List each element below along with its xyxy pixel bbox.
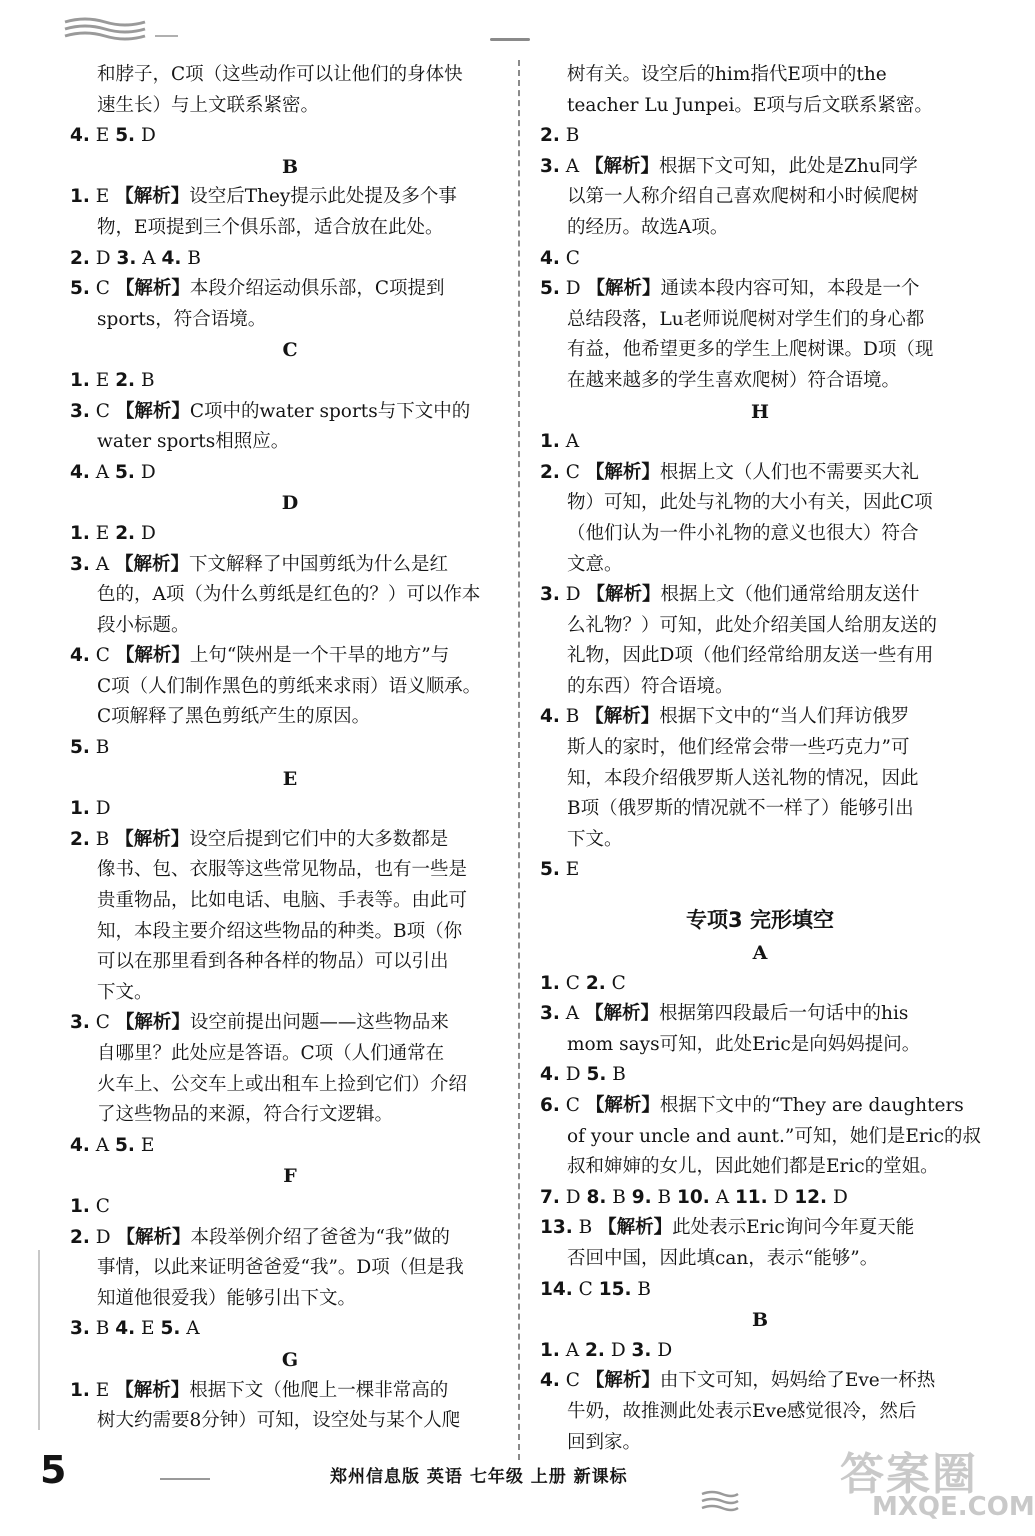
answer-line bbox=[70, 1253, 510, 1284]
footer-text: 郑州信息版 英语 七年级 上册 新课标 bbox=[330, 1467, 628, 1487]
analysis-text: 根据上文（人们也不需要买大礼 bbox=[659, 461, 919, 483]
question-number: 5. bbox=[586, 1064, 607, 1086]
answer-text: 和脖子，C项（这些动作可以让他们的身体快 bbox=[97, 64, 463, 85]
answer-text: A bbox=[559, 431, 580, 453]
watermark-url: MXQE.COM bbox=[872, 1492, 1035, 1522]
answer-line bbox=[70, 213, 510, 244]
answer-line bbox=[70, 1008, 510, 1039]
analysis-tag: 【解析】 bbox=[585, 155, 660, 177]
analysis-tag: 【解析】 bbox=[586, 584, 661, 606]
analysis-tag: 【解析】 bbox=[586, 278, 661, 300]
question-number: 3. bbox=[70, 553, 90, 575]
section-heading: B bbox=[751, 1309, 769, 1332]
answer-line bbox=[540, 999, 980, 1030]
footer-wave-lines bbox=[700, 1488, 740, 1512]
answer-text: B bbox=[606, 1064, 626, 1086]
answer-line bbox=[70, 458, 510, 489]
analysis-tag: 【解析】 bbox=[115, 828, 190, 850]
question-number: 2. bbox=[70, 828, 90, 850]
question-number: 12. bbox=[794, 1186, 828, 1208]
analysis-tag: 【解析】 bbox=[116, 1226, 191, 1248]
answer-text: E bbox=[89, 369, 116, 391]
answer-line bbox=[540, 580, 980, 611]
answer-text: C项（人们制作黑色的剪纸来求雨）语义顺承。 bbox=[97, 675, 482, 697]
answer-text: 物，E项提到三个俱乐部，适合放在此处。 bbox=[97, 216, 444, 238]
answer-text: C bbox=[572, 1278, 599, 1300]
answer-text: sports，符合语境。 bbox=[97, 308, 267, 330]
question-number: 4. bbox=[70, 645, 90, 667]
analysis-tag: 【解析】 bbox=[115, 1012, 190, 1034]
answer-line bbox=[70, 1406, 510, 1437]
topic-title: 专项3 完形填空 bbox=[686, 908, 834, 933]
question-number: 1. bbox=[70, 798, 90, 820]
decorative-wave-lines bbox=[60, 14, 180, 44]
analysis-text: 本段举例介绍了爸爸为“我”做的 bbox=[190, 1226, 450, 1248]
question-number: 4. bbox=[540, 1370, 560, 1392]
answer-line bbox=[540, 91, 980, 122]
answer-text: B bbox=[559, 125, 580, 147]
answer-text: B bbox=[631, 1278, 651, 1300]
analysis-text: 设空后提到它们中的大多数都是 bbox=[189, 828, 449, 850]
answer-text: 在越来越多的学生喜欢爬树）符合语境。 bbox=[567, 369, 901, 391]
question-number: 9. bbox=[631, 1186, 652, 1208]
answer-line bbox=[540, 519, 980, 550]
section-heading: E bbox=[282, 767, 298, 790]
answer-text: mom says可知，此处Eric是向妈妈提问。 bbox=[567, 1033, 921, 1055]
question-number: 2. bbox=[115, 369, 136, 391]
answer-line bbox=[70, 611, 510, 642]
answer-line bbox=[70, 733, 510, 764]
question-number: 6. bbox=[540, 1095, 560, 1116]
answer-line bbox=[70, 1223, 510, 1254]
answer-line bbox=[70, 1314, 510, 1345]
answer-line bbox=[540, 611, 980, 642]
question-number: 5. bbox=[115, 125, 136, 147]
answer-line bbox=[540, 1244, 980, 1275]
answer-text: D bbox=[767, 1186, 795, 1208]
answer-line bbox=[70, 1039, 510, 1070]
answer-text: A bbox=[89, 1134, 116, 1156]
answer-text: A bbox=[559, 155, 586, 177]
answer-text: B bbox=[89, 828, 116, 850]
margin-bracket bbox=[38, 1250, 46, 1430]
answer-text: B bbox=[135, 369, 155, 391]
answer-text: C bbox=[605, 972, 626, 994]
answer-text: D bbox=[827, 1186, 848, 1208]
answer-text: 有益，他希望更多的学生上爬树课。D项（现 bbox=[567, 339, 934, 361]
answer-line bbox=[70, 1131, 510, 1162]
answer-text: 可以在那里看到各种各样的物品）可以引出 bbox=[97, 951, 449, 973]
answer-text: E bbox=[134, 1134, 155, 1156]
answer-text: 色的，A项（为什么剪纸是红色的？）可以作本 bbox=[97, 584, 481, 606]
answer-text: （他们认为一件小礼物的意义也很大）符合 bbox=[567, 522, 919, 544]
answer-line bbox=[540, 550, 980, 581]
answer-line bbox=[540, 855, 980, 886]
footer-rule-left bbox=[160, 1478, 210, 1480]
answer-text: D bbox=[135, 125, 156, 147]
analysis-tag: 【解析】 bbox=[585, 1003, 660, 1025]
answer-line bbox=[540, 152, 980, 183]
answer-line bbox=[540, 825, 980, 856]
answer-text: C bbox=[89, 278, 116, 300]
section-heading: F bbox=[283, 1165, 297, 1188]
answer-text: 树大约需要8分钟）可知，设空处与某个人爬 bbox=[97, 1410, 461, 1432]
answer-text: 树有关。设空后的him指代E项中的the bbox=[567, 64, 887, 85]
answer-text: 总结段落，Lu老师说爬树对学生们的身心都 bbox=[567, 308, 925, 330]
question-number: 1. bbox=[70, 369, 90, 391]
question-number: 5. bbox=[70, 737, 90, 759]
answer-line bbox=[70, 274, 510, 305]
answer-line bbox=[540, 458, 980, 489]
answer-line bbox=[70, 121, 510, 152]
answer-text: B bbox=[606, 1186, 632, 1208]
answer-text: 牛奶，故推测此处表示Eve感觉很冷，然后 bbox=[567, 1400, 917, 1422]
answer-line bbox=[540, 794, 980, 825]
answer-text: E bbox=[89, 1379, 116, 1401]
answer-text: E bbox=[559, 859, 580, 881]
answer-line bbox=[70, 1284, 510, 1315]
analysis-text: 设空前提出问题——这些物品来 bbox=[189, 1012, 449, 1034]
analysis-tag: 【解析】 bbox=[115, 400, 190, 422]
answer-text: C bbox=[559, 1095, 586, 1116]
answer-line bbox=[70, 1192, 510, 1223]
answer-text: A bbox=[559, 1003, 586, 1025]
question-number: 3. bbox=[631, 1339, 652, 1361]
answer-text: 事情，以此来证明爸爸爱“我”。D项（但是我 bbox=[97, 1257, 464, 1279]
answer-text: C bbox=[559, 247, 580, 269]
question-number: 1. bbox=[70, 1195, 90, 1217]
answer-text: D bbox=[559, 584, 587, 606]
answer-line bbox=[70, 427, 510, 458]
answer-text: 以第一人称介绍自己喜欢爬树和小时候爬树 bbox=[567, 186, 919, 208]
answer-text: 么礼物？）可知，此处介绍美国人给朋友送的 bbox=[567, 614, 938, 636]
question-number: 5. bbox=[115, 1134, 135, 1156]
answer-line bbox=[70, 825, 510, 856]
question-number: 3. bbox=[70, 1318, 90, 1340]
answer-text: A bbox=[136, 247, 162, 269]
analysis-text: 根据下文中的“当人们拜访俄罗 bbox=[659, 706, 910, 728]
question-number: 4. bbox=[70, 461, 90, 483]
analysis-text: 由下文可知，妈妈给了Eve一杯热 bbox=[659, 1370, 936, 1392]
analysis-text: 此处表示Eric询问今年夏天能 bbox=[672, 1217, 915, 1239]
answer-line bbox=[540, 672, 980, 703]
answer-text: 下文。 bbox=[97, 981, 153, 1003]
answer-line bbox=[540, 1122, 980, 1153]
answer-line bbox=[70, 1376, 510, 1407]
answer-line bbox=[540, 733, 980, 764]
answer-line bbox=[70, 182, 510, 213]
question-number: 3. bbox=[70, 400, 90, 422]
answer-text: C bbox=[559, 1370, 586, 1392]
question-number: 4. bbox=[540, 1064, 560, 1086]
question-number: 1. bbox=[70, 522, 90, 544]
analysis-tag: 【解析】 bbox=[585, 1095, 660, 1116]
answer-line bbox=[70, 1070, 510, 1101]
answer-line bbox=[70, 641, 510, 672]
right-column bbox=[540, 60, 980, 1458]
question-number: 2. bbox=[540, 461, 560, 483]
answer-line bbox=[540, 764, 980, 795]
answer-text: D bbox=[89, 247, 117, 269]
answer-line bbox=[540, 702, 980, 733]
answer-text: 知道他很爱我）能够引出下文。 bbox=[97, 1287, 357, 1309]
answer-text: B bbox=[651, 1186, 678, 1208]
analysis-text: 本段介绍运动俱乐部，C项提到 bbox=[189, 278, 445, 300]
answer-text: C bbox=[89, 645, 116, 667]
answer-text: B bbox=[559, 706, 586, 728]
section-heading: A bbox=[752, 942, 768, 965]
question-number: 11. bbox=[734, 1186, 768, 1208]
answer-line bbox=[70, 366, 510, 397]
answer-line bbox=[540, 427, 980, 458]
section-heading: B bbox=[281, 155, 299, 178]
question-number: 3. bbox=[70, 1012, 90, 1034]
question-number: 1. bbox=[540, 431, 560, 453]
answer-line bbox=[540, 488, 980, 519]
answer-text: D bbox=[135, 522, 156, 544]
answer-line bbox=[540, 1213, 980, 1244]
answer-text: 文意。 bbox=[567, 553, 623, 575]
answer-text: C bbox=[89, 1195, 110, 1217]
answer-line bbox=[540, 121, 980, 152]
answer-text: 回到家。 bbox=[567, 1431, 642, 1453]
answer-line bbox=[70, 947, 510, 978]
answer-line bbox=[70, 519, 510, 550]
analysis-tag: 【解析】 bbox=[115, 553, 190, 575]
answer-line bbox=[70, 244, 510, 275]
answer-text: E bbox=[135, 1318, 161, 1340]
answer-text: 知，本段介绍俄罗斯人送礼物的情况，因此 bbox=[567, 767, 919, 789]
question-number: 13. bbox=[540, 1217, 573, 1239]
answer-text: A bbox=[89, 461, 116, 483]
question-number: 5. bbox=[540, 859, 560, 881]
answer-text: C bbox=[559, 972, 586, 994]
analysis-tag: 【解析】 bbox=[115, 278, 190, 300]
answer-line bbox=[70, 60, 510, 91]
answer-text: 斯人的家时，他们经常会带一些巧克力”可 bbox=[567, 737, 910, 759]
analysis-text: 下文解释了中国剪纸为什么是红 bbox=[189, 553, 449, 575]
answer-line bbox=[540, 244, 980, 275]
answer-text: D bbox=[604, 1339, 632, 1361]
answer-line bbox=[70, 886, 510, 917]
answer-text: D bbox=[651, 1339, 673, 1361]
answer-text: 自哪里？此处应是答语。C项（人们通常在 bbox=[97, 1043, 445, 1064]
top-rule bbox=[490, 38, 530, 41]
answer-text: teacher Lu Junpei。E项与后文联系紧密。 bbox=[567, 94, 933, 116]
answer-line bbox=[540, 1091, 980, 1122]
section-heading: G bbox=[281, 1348, 299, 1371]
section-heading: C bbox=[282, 339, 298, 362]
answer-line bbox=[70, 917, 510, 948]
question-number: 10. bbox=[677, 1186, 710, 1208]
analysis-tag: 【解析】 bbox=[585, 1370, 660, 1392]
answer-line bbox=[540, 305, 980, 336]
analysis-tag: 【解析】 bbox=[585, 706, 660, 728]
analysis-tag: 【解析】 bbox=[598, 1217, 673, 1239]
answer-text: C bbox=[559, 461, 586, 483]
answer-text: B项（俄罗斯的情况就不一样了）能够引出 bbox=[567, 798, 914, 820]
analysis-text: 上句“陕州是一个干旱的地方”与 bbox=[189, 645, 450, 667]
answer-line bbox=[70, 397, 510, 428]
analysis-text: 根据上文（他们通常给朋友送什 bbox=[660, 584, 920, 606]
answer-line bbox=[70, 702, 510, 733]
page-number: 5 bbox=[40, 1448, 67, 1492]
answer-line bbox=[540, 1183, 980, 1214]
analysis-tag: 【解析】 bbox=[115, 645, 190, 667]
answer-text: B bbox=[181, 247, 201, 269]
answer-text: B bbox=[89, 737, 110, 759]
answer-line bbox=[540, 1366, 980, 1397]
answer-line bbox=[70, 91, 510, 122]
question-number: 2. bbox=[585, 972, 606, 994]
answer-text: D bbox=[89, 1226, 117, 1248]
answer-text: D bbox=[134, 461, 156, 483]
analysis-text: C项中的water sports与下文中的 bbox=[189, 400, 471, 422]
answer-text: 知，本段主要介绍这些物品的种类。B项（你 bbox=[97, 920, 463, 942]
answer-text: D bbox=[559, 1064, 587, 1086]
answer-line bbox=[540, 182, 980, 213]
answer-text: D bbox=[559, 1186, 587, 1208]
answer-line bbox=[70, 580, 510, 611]
watermark-logo: 答案圈 bbox=[840, 1449, 978, 1500]
answer-text: E bbox=[89, 522, 116, 544]
answer-text: D bbox=[89, 798, 111, 820]
question-number: 2. bbox=[585, 1339, 605, 1361]
answer-text: 下文。 bbox=[567, 828, 623, 850]
question-number: 15. bbox=[598, 1278, 632, 1300]
analysis-text: 设空后They提示此处提及多个事 bbox=[189, 186, 457, 208]
answer-line bbox=[540, 969, 980, 1000]
question-number: 5. bbox=[115, 461, 135, 483]
answer-line bbox=[540, 274, 980, 305]
question-number: 14. bbox=[540, 1278, 573, 1300]
question-number: 3. bbox=[116, 247, 137, 269]
answer-text: C项解释了黑色剪纸产生的原因。 bbox=[97, 706, 371, 728]
answer-line bbox=[540, 1336, 980, 1367]
answer-text: 了这些物品的来源，符合行文逻辑。 bbox=[97, 1104, 394, 1126]
question-number: 5. bbox=[70, 278, 90, 300]
analysis-text: 根据下文（他爬上一棵非常高的 bbox=[189, 1379, 449, 1401]
answer-line bbox=[540, 60, 980, 91]
analysis-text: 根据第四段最后一句话中的his bbox=[659, 1003, 909, 1025]
answer-text: A bbox=[559, 1339, 586, 1361]
analysis-tag: 【解析】 bbox=[115, 186, 190, 208]
question-number: 4. bbox=[70, 1134, 90, 1156]
answer-text: 否回中国，因此填can，表示“能够”。 bbox=[567, 1247, 879, 1269]
answer-text: 像书、包、衣服等这些常见物品，也有一些是 bbox=[97, 859, 468, 881]
answer-text: 火车上、公交车上或出租车上捡到它们）介绍 bbox=[97, 1073, 468, 1095]
question-number: 4. bbox=[115, 1318, 136, 1340]
answer-line bbox=[540, 366, 980, 397]
answer-text: A bbox=[180, 1318, 200, 1340]
answer-text: 的东西）符合语境。 bbox=[567, 675, 734, 697]
answer-line bbox=[70, 855, 510, 886]
analysis-text: 通读本段内容可知，本段是一个 bbox=[660, 278, 920, 300]
answer-text: 礼物，因此D项（他们经常给朋友送一些有用 bbox=[567, 645, 934, 667]
question-number: 1. bbox=[540, 1339, 560, 1361]
answer-text: 速生长）与上文联系紧密。 bbox=[97, 94, 320, 116]
answer-text: C bbox=[89, 400, 116, 422]
question-number: 2. bbox=[70, 1226, 90, 1248]
answer-text: of your uncle and aunt.”可知，她们是Eric的叔 bbox=[567, 1125, 981, 1147]
question-number: 4. bbox=[540, 247, 560, 269]
answer-text: 物）可知，此处与礼物的大小有关，因此C项 bbox=[567, 492, 933, 514]
answer-line bbox=[540, 1030, 980, 1061]
question-number: 8. bbox=[586, 1186, 607, 1208]
answer-line bbox=[70, 550, 510, 581]
answer-line bbox=[540, 335, 980, 366]
answer-text: E bbox=[89, 125, 116, 147]
analysis-tag: 【解析】 bbox=[115, 1379, 190, 1401]
answer-line bbox=[70, 978, 510, 1009]
question-number: 1. bbox=[540, 972, 560, 994]
column-divider bbox=[518, 60, 520, 1460]
answer-text: B bbox=[89, 1318, 116, 1340]
question-number: 7. bbox=[540, 1186, 560, 1208]
answer-line bbox=[540, 1152, 980, 1183]
question-number: 4. bbox=[540, 706, 560, 728]
analysis-text: 根据下文可知，此处是Zhu同学 bbox=[659, 155, 918, 177]
answer-text: B bbox=[572, 1217, 599, 1239]
answer-text: 叔和婶婶的女儿，因此她们都是Eric的堂姐。 bbox=[567, 1156, 939, 1178]
answer-text: 的经历。故选A项。 bbox=[567, 216, 729, 238]
question-number: 3. bbox=[540, 1003, 560, 1025]
question-number: 4. bbox=[161, 247, 182, 269]
answer-text: C bbox=[89, 1012, 116, 1034]
section-heading: D bbox=[281, 492, 299, 515]
question-number: 5. bbox=[160, 1318, 181, 1340]
answer-text: D bbox=[559, 278, 587, 300]
analysis-tag: 【解析】 bbox=[585, 461, 660, 483]
answer-text: A bbox=[709, 1186, 735, 1208]
analysis-text: 根据下文中的“They are daughters bbox=[659, 1095, 964, 1116]
question-number: 3. bbox=[540, 584, 560, 606]
answer-line bbox=[540, 1397, 980, 1428]
question-number: 1. bbox=[70, 1379, 90, 1401]
left-column bbox=[70, 60, 510, 1437]
answer-line bbox=[540, 1275, 980, 1306]
question-number: 4. bbox=[70, 125, 90, 147]
question-number: 2. bbox=[70, 247, 90, 269]
section-heading: H bbox=[751, 400, 769, 423]
answer-line bbox=[70, 305, 510, 336]
question-number: 3. bbox=[540, 155, 560, 177]
answer-text: water sports相照应。 bbox=[97, 431, 290, 453]
answer-line bbox=[540, 641, 980, 672]
answer-line bbox=[70, 1100, 510, 1131]
answer-text: A bbox=[89, 553, 116, 575]
question-number: 2. bbox=[540, 125, 560, 147]
question-number: 1. bbox=[70, 186, 90, 208]
question-number: 5. bbox=[540, 278, 560, 300]
answer-line bbox=[70, 672, 510, 703]
answer-text: 贵重物品，比如电话、电脑、手表等。由此可 bbox=[97, 890, 468, 912]
answer-line bbox=[540, 1060, 980, 1091]
answer-line bbox=[540, 213, 980, 244]
answer-line bbox=[70, 794, 510, 825]
question-number: 2. bbox=[115, 522, 136, 544]
answer-text: E bbox=[89, 186, 116, 208]
answer-text: 段小标题。 bbox=[97, 614, 190, 636]
